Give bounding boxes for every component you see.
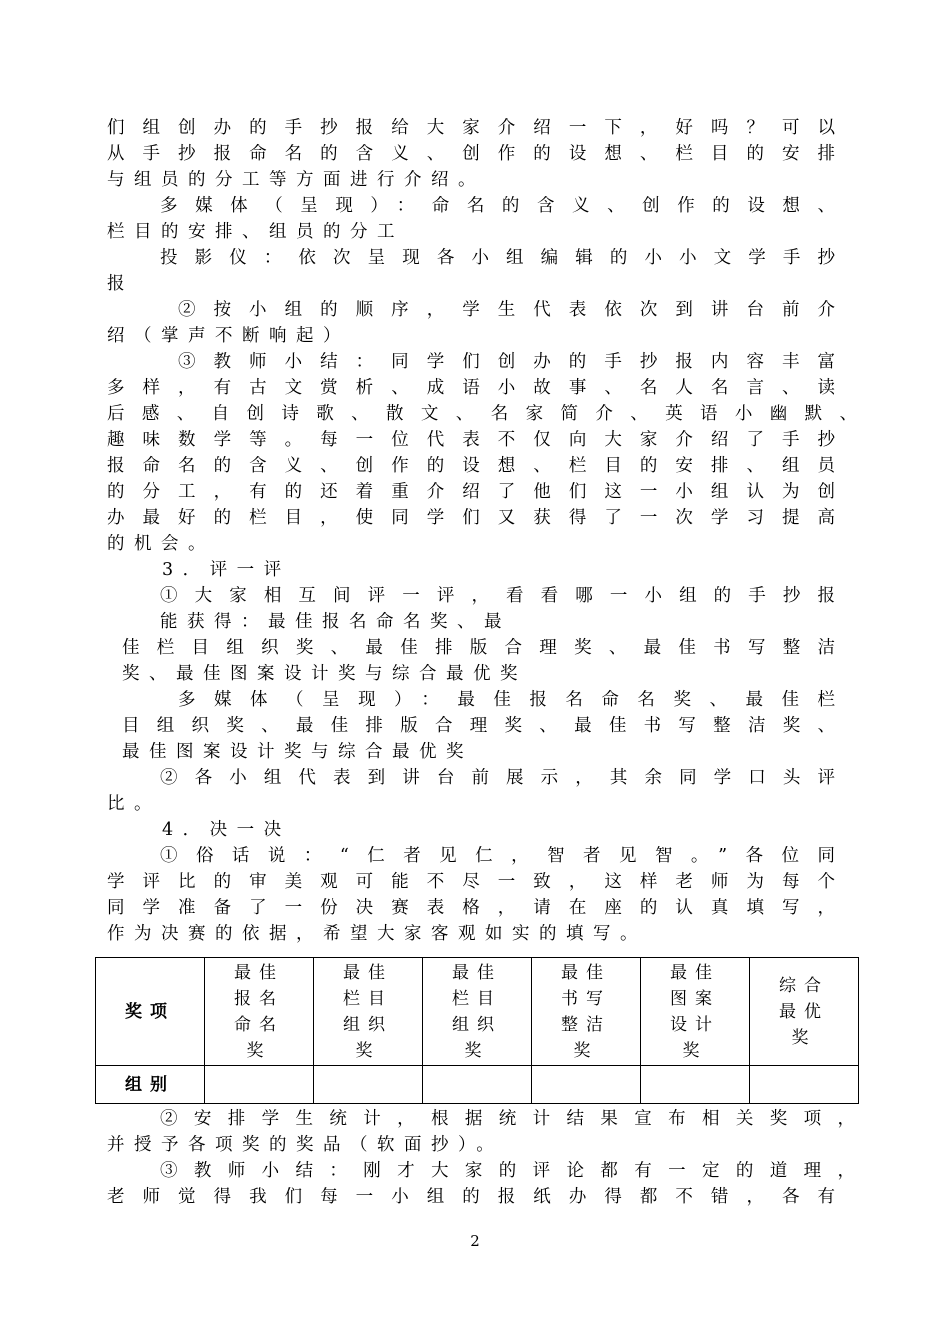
text-line: ②按小组的顺序，学生代表依次到讲台前介 bbox=[178, 300, 835, 320]
table-header-row bbox=[96, 958, 859, 1066]
group-header-cell: 组别 bbox=[96, 1066, 205, 1104]
text-line: ②各小组代表到讲台前展示，其余同学口头评 bbox=[160, 768, 835, 788]
text-line: 报 bbox=[107, 274, 134, 294]
award-column-cell: 最佳 报名 命名 奖 bbox=[205, 958, 314, 1066]
text-line: 作为决赛的依据，希望大家客观如实的填写。 bbox=[107, 924, 647, 944]
text-line: 后感、自创诗歌、散文、名家简介、英语小幽默、 bbox=[107, 404, 857, 424]
award-column-cell: 最佳 栏目 组织 奖 bbox=[314, 958, 423, 1066]
text-line: 栏目的安排、组员的分工 bbox=[107, 222, 404, 242]
empty-cell bbox=[750, 1066, 859, 1104]
award-column-cell: 最佳 书写 整洁 奖 bbox=[532, 958, 641, 1066]
text-line: 的机会。 bbox=[107, 534, 215, 554]
text-line: 趣味数学等。每一位代表不仅向大家介绍了手抄 bbox=[107, 430, 835, 450]
award-column-cell: 最佳 图案 设计 奖 bbox=[641, 958, 750, 1066]
award-column-cell: 最佳 栏目 组织 奖 bbox=[423, 958, 532, 1066]
text-line: 投影仪：依次呈现各小组编辑的小小文学手抄 bbox=[160, 248, 835, 268]
text-line: 最佳图案设计奖与综合最优奖 bbox=[122, 742, 473, 762]
table-row bbox=[96, 1066, 859, 1104]
text-line: 多样，有古文赏析、成语小故事、名人名言、读 bbox=[107, 378, 835, 398]
empty-cell bbox=[314, 1066, 423, 1104]
text-line: ③教师小结：同学们创办的手抄报内容丰富 bbox=[178, 352, 835, 372]
text-line: 能获得：最佳报名命名奖、最 bbox=[160, 612, 511, 632]
award-column-cell: 综合 最优 奖 bbox=[750, 958, 859, 1066]
text-line: 的分工，有的还着重介绍了他们这一小组认为创 bbox=[107, 482, 835, 502]
empty-cell bbox=[641, 1066, 750, 1104]
section-heading: 3．评一评 bbox=[162, 560, 291, 580]
text-line: 老师觉得我们每一小组的报纸办得都不错，各有 bbox=[107, 1187, 835, 1207]
text-line: 报命名的含义、创作的设想、栏目的安排、组员 bbox=[107, 456, 835, 476]
text-line: 并授予各项奖的奖品（软面抄）。 bbox=[107, 1135, 504, 1155]
text-line: 佳栏目组织奖、最佳排版合理奖、最佳书写整洁 bbox=[122, 638, 835, 658]
text-line: 多媒体（呈现）：最佳报名命名奖、最佳栏 bbox=[178, 690, 835, 710]
text-line: 同学准备了一份决赛表格，请在座的认真填写， bbox=[107, 898, 835, 918]
award-header-cell: 奖项 bbox=[96, 958, 205, 1066]
text-line: 从手抄报命名的含义、创作的设想、栏目的安排 bbox=[107, 144, 835, 164]
text-line: 与组员的分工等方面进行介绍。 bbox=[107, 170, 485, 190]
text-line: 学评比的审美观可能不尽一致，这样老师为每个 bbox=[107, 872, 835, 892]
text-line: 奖、最佳图案设计奖与综合最优奖 bbox=[122, 664, 527, 684]
empty-cell bbox=[532, 1066, 641, 1104]
text-line: 多媒体（呈现）：命名的含义、创作的设想、 bbox=[160, 196, 835, 216]
text-line: ③教师小结：刚才大家的评论都有一定的道理， bbox=[160, 1161, 855, 1181]
text-line: 们组创办的手抄报给大家介绍一下，好吗？可以 bbox=[107, 118, 835, 138]
text-line: 办最好的栏目，使同学们又获得了一次学习提高 bbox=[107, 508, 835, 528]
section-heading: 4．决一决 bbox=[162, 820, 291, 840]
empty-cell bbox=[205, 1066, 314, 1104]
text-line: ②安排学生统计，根据统计结果宣布相关奖项， bbox=[160, 1109, 855, 1129]
text-line: ①大家相互间评一评，看看哪一小组的手抄报 bbox=[160, 586, 835, 606]
text-line: ①俗话说：“仁者见仁，智者见智。”各位同 bbox=[160, 846, 835, 866]
empty-cell bbox=[423, 1066, 532, 1104]
text-line: 绍（掌声不断响起） bbox=[107, 326, 350, 346]
text-line: 目组织奖、最佳排版合理奖、最佳书写整洁奖、 bbox=[122, 716, 835, 736]
award-table bbox=[95, 957, 859, 1104]
page-number: 2 bbox=[470, 1232, 480, 1250]
text-line: 比。 bbox=[107, 794, 161, 814]
